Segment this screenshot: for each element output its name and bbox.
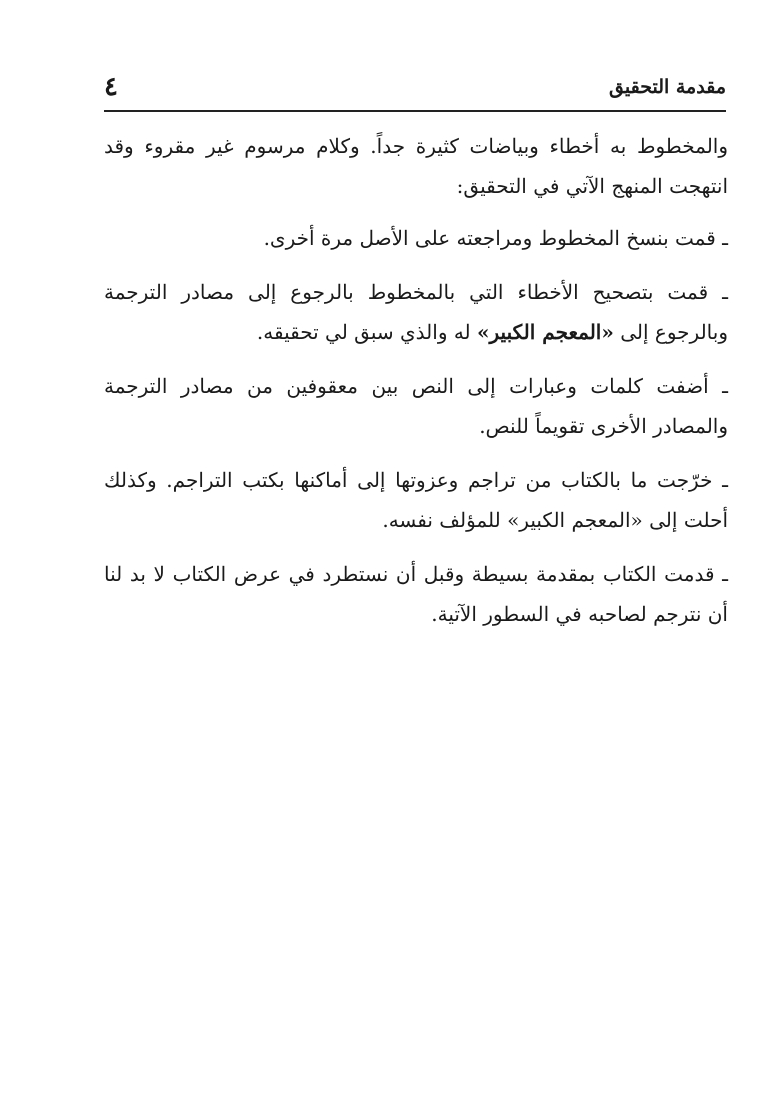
paragraph-corrections-text-end: له والذي سبق لي تحقيقه. — [256, 320, 478, 344]
header-rule — [104, 110, 726, 112]
paragraph-copying: ـ قمت بنسخ المخطوط ومراجعته على الأصل مرة أخرى. — [263, 226, 728, 250]
header-title: مقدمة التحقيق — [609, 76, 726, 98]
paragraph-intro: والمخطوط به أخطاء وبياضات كثيرة جداً. وكلام مرسوم غير مقروء وقد انتهجت المنهج الآتي في التحقيق: — [104, 134, 728, 198]
running-header — [104, 72, 726, 106]
body-text — [104, 126, 728, 648]
paragraph-corrections — [104, 272, 728, 352]
paragraph-references: ـ خرّجت ما بالكتاب من تراجم وعزوتها إلى أماكنها بكتب التراجم. وكذلك أحلت إلى «المعجم الكبير» للمؤلف نفسه. — [104, 468, 728, 532]
paragraph-corrections-text: ـ قمت بتصحيح الأخطاء التي بالمخطوط بالرجوع إلى مصادر الترجمة وبالرجوع إلى — [104, 280, 728, 344]
book-title-emphasis: «المعجم الكبير» — [477, 320, 614, 344]
paragraph-additions: ـ أضفت كلمات وعبارات إلى النص بين معقوفين من مصادر الترجمة والمصادر الأخرى تقويماً للنص. — [104, 374, 728, 438]
paragraph-introduction: ـ قدمت الكتاب بمقدمة بسيطة وقبل أن نستطرد في عرض الكتاب لا بد لنا أن نترجم لصاحبه في السطور الآتية. — [104, 562, 728, 626]
page-number: ٤ — [104, 72, 118, 102]
